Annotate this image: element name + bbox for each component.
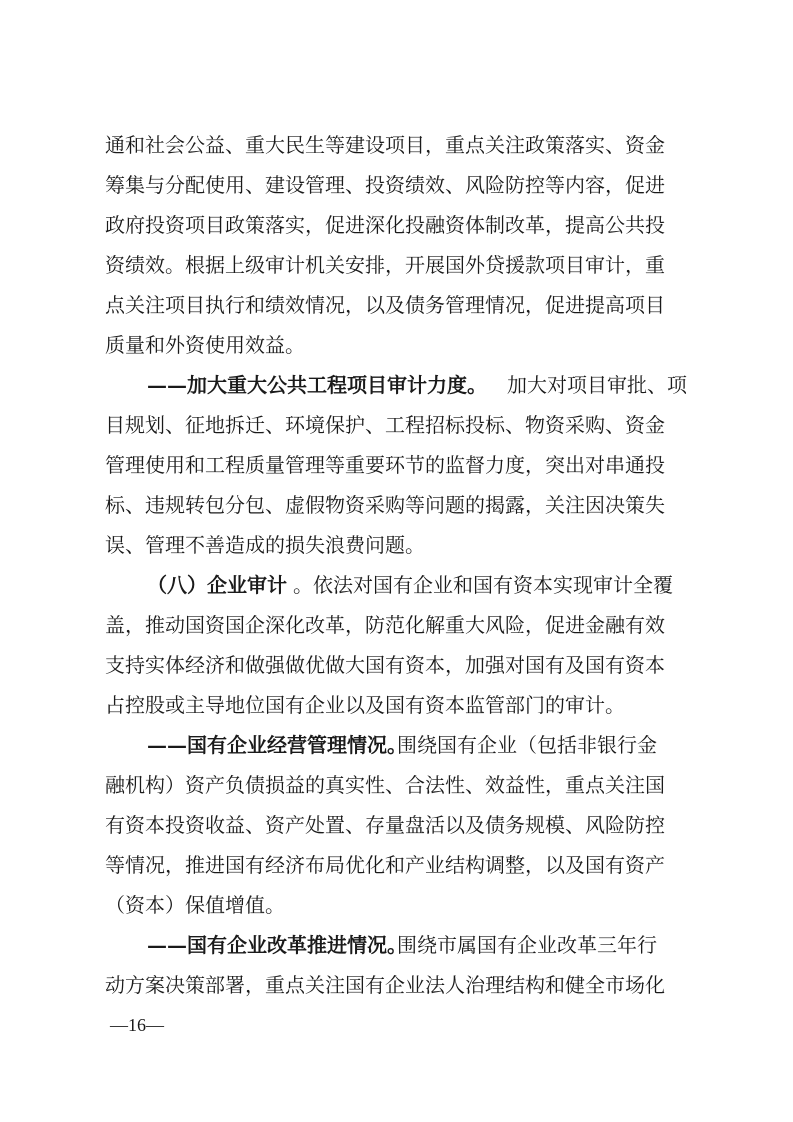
section-heading: （八）企业审计 — [147, 573, 287, 597]
body-text: 。依法对国有企业和国有资本实现审计全覆 — [293, 573, 673, 597]
body-text: 政府投资项目政策落实，促进深化投融资体制改革，提高公共投 — [105, 213, 665, 237]
body-text: 围绕国有企业（包括非银行金 — [397, 733, 657, 757]
text-line — [0, 405, 793, 445]
body-text: 目规划、征地拆迁、环境保护、工程招标投标、物资采购、资金 — [105, 413, 665, 437]
body-text: 盖，推动国资国企深化改革，防范化解重大风险，促进金融有效 — [105, 613, 665, 637]
body-text: 占控股或主导地位国有企业以及国有资本监管部门的审计。 — [105, 693, 625, 717]
text-line — [0, 125, 793, 165]
text-line — [0, 365, 793, 405]
text-line — [0, 445, 793, 485]
text-line — [0, 605, 793, 645]
section-heading: ——国有企业改革推进情况。 — [147, 933, 407, 957]
body-text: 标、违规转包分包、虚假物资采购等问题的揭露，关注因决策失 — [105, 493, 665, 517]
text-line — [0, 645, 793, 685]
body-text: 融机构）资产负债损益的真实性、合法性、效益性，重点关注国 — [105, 773, 665, 797]
text-line — [0, 805, 793, 845]
body-text: 误、管理不善造成的损失浪费问题。 — [105, 533, 425, 557]
text-line — [0, 845, 793, 885]
body-text: 有资本投资收益、资产处置、存量盘活以及债务规模、风险防控 — [105, 813, 665, 837]
body-text: 通和社会公益、重大民生等建设项目，重点关注政策落实、资金 — [105, 133, 665, 157]
body-text: 资绩效。根据上级审计机关安排，开展国外贷援款项目审计，重 — [105, 253, 665, 277]
text-line — [0, 165, 793, 205]
body-text: 点关注项目执行和绩效情况，以及债务管理情况，促进提高项目 — [105, 293, 665, 317]
text-line — [0, 765, 793, 805]
body-text: 等情况，推进国有经济布局优化和产业结构调整，以及国有资产 — [105, 853, 665, 877]
text-line — [0, 925, 793, 965]
text-line — [0, 485, 793, 525]
body-text: 动方案决策部署，重点关注国有企业法人治理结构和健全市场化 — [105, 973, 665, 997]
body-text: 管理使用和工程质量管理等重要环节的监督力度，突出对串通投 — [105, 453, 665, 477]
body-text: 质量和外资使用效益。 — [105, 333, 305, 357]
section-heading: ——国有企业经营管理情况。 — [147, 733, 407, 757]
text-line — [0, 565, 793, 605]
text-line — [0, 725, 793, 765]
text-line — [0, 205, 793, 245]
text-line — [0, 245, 793, 285]
page-number: —16— — [110, 1015, 164, 1035]
text-line — [0, 885, 793, 925]
section-heading: ——加大重大公共工程项目审计力度。 — [147, 373, 487, 397]
text-line — [0, 525, 793, 565]
body-text: 支持实体经济和做强做优做大国有资本，加强对国有及国有资本 — [105, 653, 665, 677]
body-text: （资本）保值增值。 — [105, 893, 285, 917]
text-line — [0, 965, 793, 1005]
text-line — [0, 685, 793, 725]
body-text: 筹集与分配使用、建设管理、投资绩效、风险防控等内容，促进 — [105, 173, 665, 197]
body-text: 加大对项目审批、项 — [507, 373, 687, 397]
body-text: 围绕市属国有企业改革三年行 — [397, 933, 657, 957]
text-line — [0, 325, 793, 365]
text-line — [0, 285, 793, 325]
